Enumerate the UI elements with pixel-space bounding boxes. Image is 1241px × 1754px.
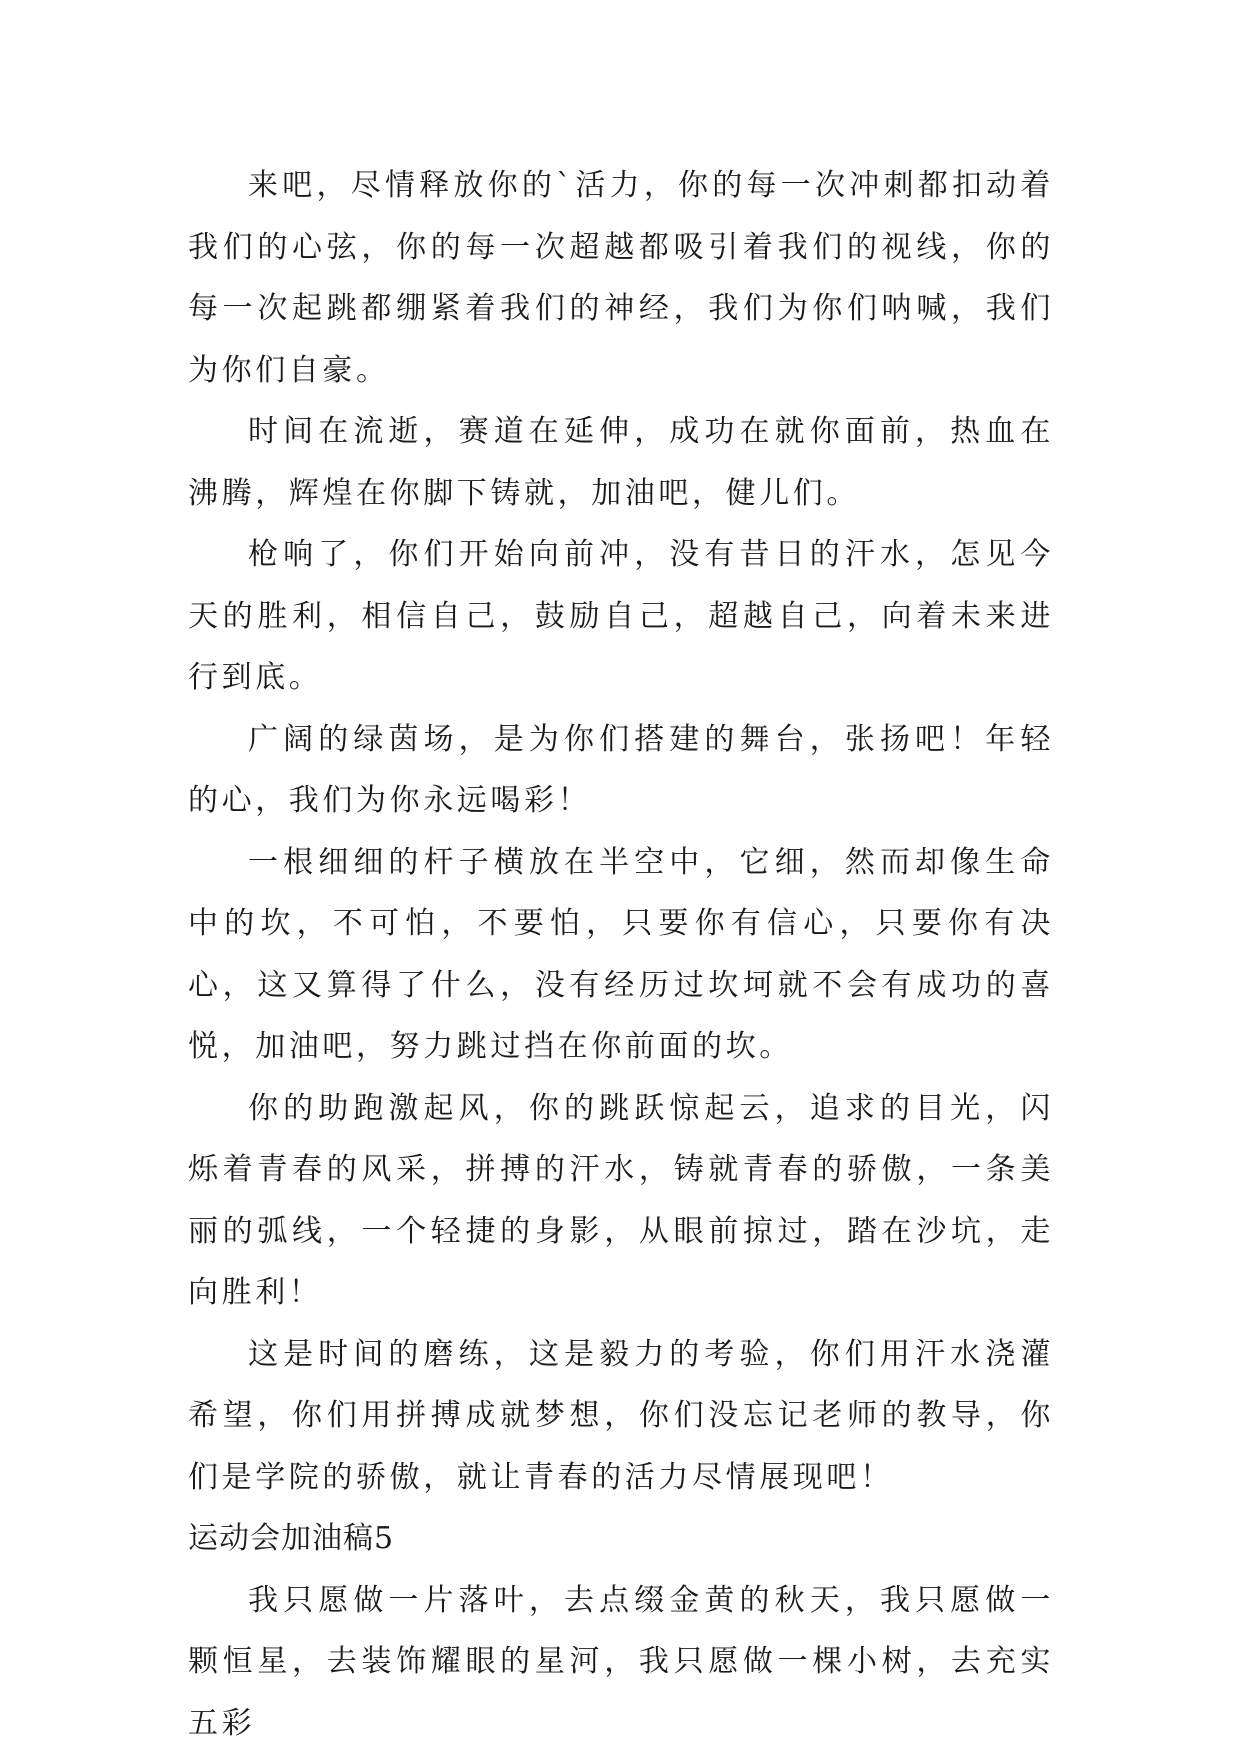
paragraph-3: 枪响了，你们开始向前冲，没有昔日的汗水，怎见今天的胜利，相信自己，鼓励自己，超越自己，向着未来进行到底。 — [188, 537, 1054, 695]
paragraph-2: 时间在流逝，赛道在延伸，成功在就你面前，热血在沸腾，辉煌在你脚下铸就，加油吧，健儿们。 — [188, 414, 1054, 511]
section-heading: 运动会加油稿5 — [188, 1521, 395, 1556]
paragraph-6: 你的助跑激起风，你的跳跃惊起云，追求的目光，闪烁着青春的风采，拼搏的汗水，铸就青春的骄傲，一条美丽的弧线，一个轻捷的身影，从眼前掠过，踏在沙坑，走向胜利！ — [188, 1090, 1054, 1310]
paragraph-4: 广阔的绿茵场，是为你们搭建的舞台，张扬吧！年轻的心，我们为你永远喝彩！ — [188, 721, 1054, 818]
paragraph-1: 来吧，尽情释放你的`活力，你的每一次冲刺都扣动着我们的心弦，你的每一次超越都吸引着我们的视线，你的每一次起跳都绷紧着我们的神经，我们为你们呐喊，我们为你们自豪。 — [188, 168, 1054, 388]
document-body — [188, 155, 1054, 1754]
paragraph-7: 这是时间的磨练，这是毅力的考验，你们用汗水浇灌希望，你们用拼搏成就梦想，你们没忘记老师的教导，你们是学院的骄傲，就让青春的活力尽情展现吧！ — [188, 1336, 1054, 1495]
paragraph-8: 我只愿做一片落叶，去点缀金黄的秋天，我只愿做一颗恒星，去装饰耀眼的星河，我只愿做一棵小树，去充实五彩 — [188, 1582, 1054, 1741]
paragraph-5: 一根细细的杆子横放在半空中，它细，然而却像生命中的坎，不可怕，不要怕，只要你有信心，只要你有决心，这又算得了什么，没有经历过坎坷就不会有成功的喜悦，加油吧，努力跳过挡在你前面的坎。 — [188, 844, 1054, 1064]
